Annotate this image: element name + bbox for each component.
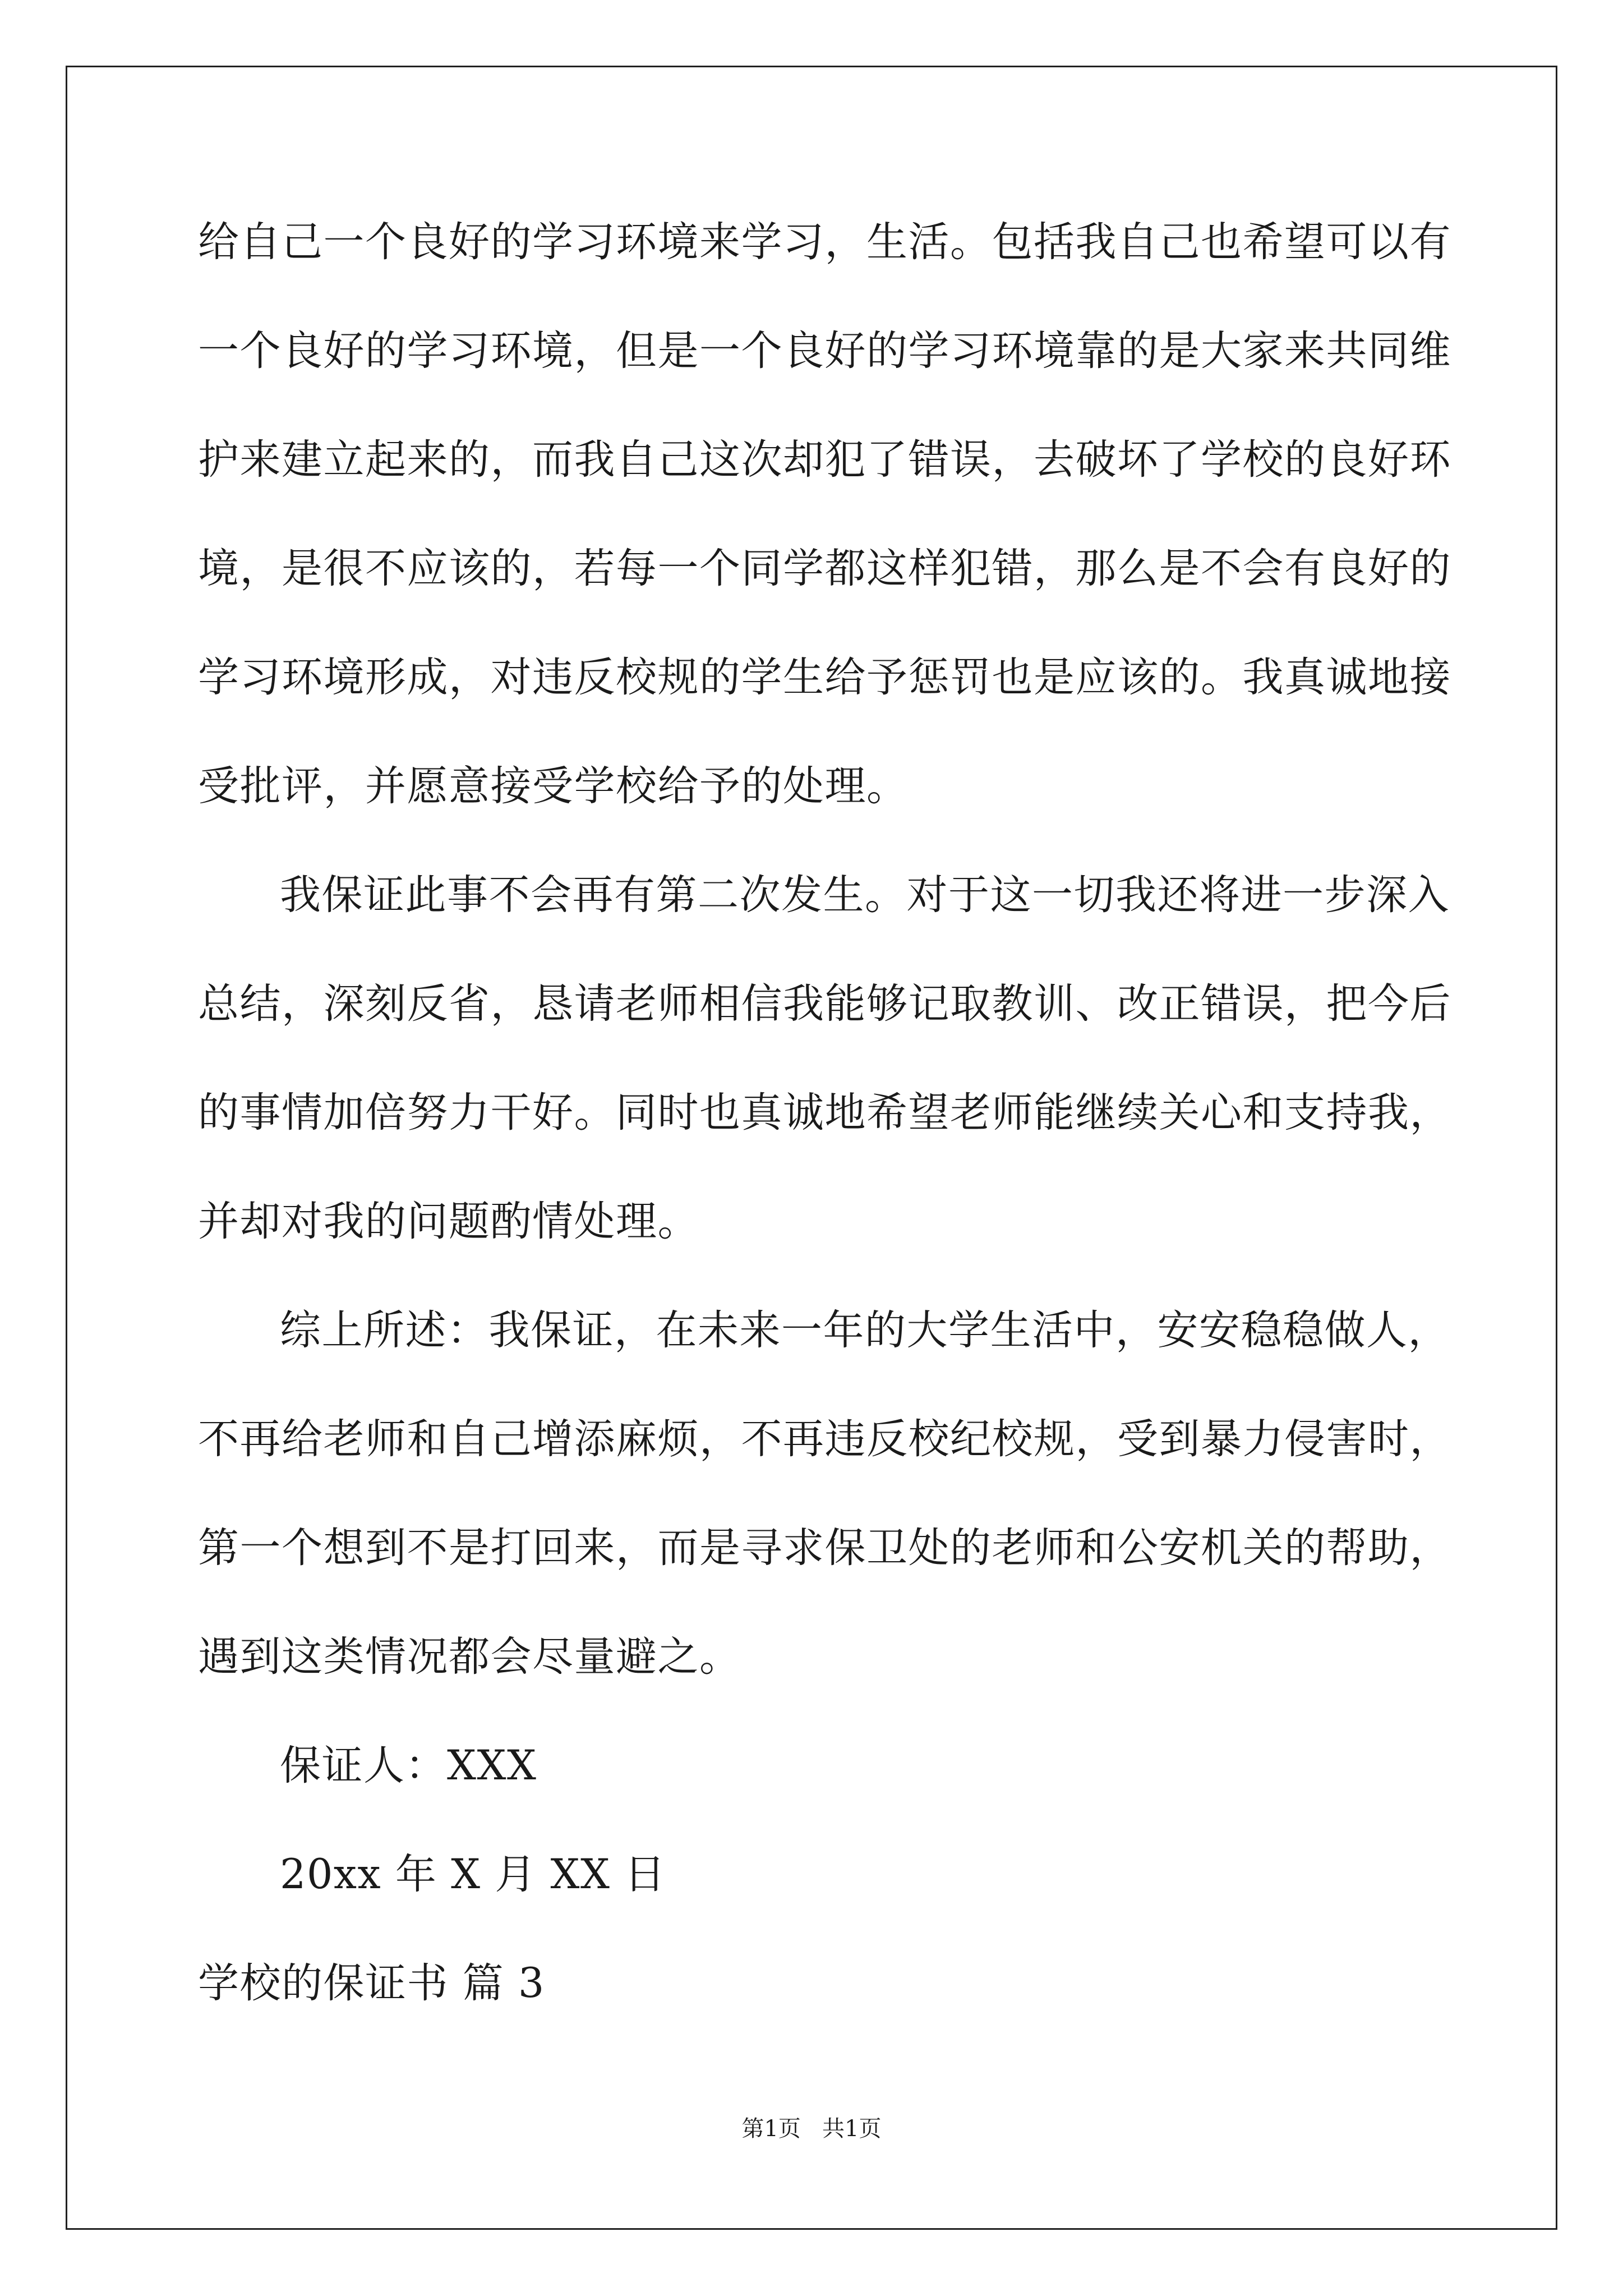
paragraph-line: 综上所述：我保证，在未来一年的大学生活中，安安稳稳做人， <box>280 1306 1450 1354</box>
paragraph-line: 给自己一个良好的学习环境来学习，生活。包括我自己也希望可以有 <box>198 218 1451 266</box>
paragraph-line: 一个良好的学习环境，但是一个良好的学习环境靠的是大家来共同维 <box>198 327 1451 375</box>
paragraph-line: 护来建立起来的，而我自己这次却犯了错误，去破坏了学校的良好环 <box>198 436 1451 484</box>
page-border <box>66 66 1557 2230</box>
paragraph-line: 不再给老师和自己增添麻烦，不再违反校纪校规，受到暴力侵害时， <box>198 1415 1451 1463</box>
paragraph-line: 并却对我的问题酌情处理。 <box>198 1198 699 1245</box>
paragraph-line: 遇到这类情况都会尽量避之。 <box>198 1633 741 1681</box>
paragraph-line: 我保证此事不会再有第二次发生。对于这一切我还将进一步深入 <box>280 871 1450 919</box>
paragraph-line: 的事情加倍努力干好。同时也真诚地希望老师能继续关心和支持我， <box>198 1089 1451 1137</box>
paragraph-line: 受批评，并愿意接受学校给予的处理。 <box>198 762 909 810</box>
paragraph-line: 境，是很不应该的，若每一个同学都这样犯错，那么是不会有良好的 <box>198 545 1451 592</box>
paragraph-line: 第一个想到不是打回来，而是寻求保卫处的老师和公安机关的帮助， <box>198 1524 1451 1572</box>
paragraph-line: 学习环境形成，对违反校规的学生给予惩罚也是应该的。我真诚地接 <box>198 654 1451 701</box>
section-heading: 学校的保证书 篇 3 <box>198 1959 545 2007</box>
date-line: 20xx 年 X 月 XX 日 <box>280 1851 666 1898</box>
paragraph-line: 总结，深刻反省，恳请老师相信我能够记取教训、改正错误，把今后 <box>198 980 1451 1028</box>
signature-line: 保证人：XXX <box>280 1742 537 1789</box>
page-number: 第1页 共1页 <box>741 2116 882 2142</box>
